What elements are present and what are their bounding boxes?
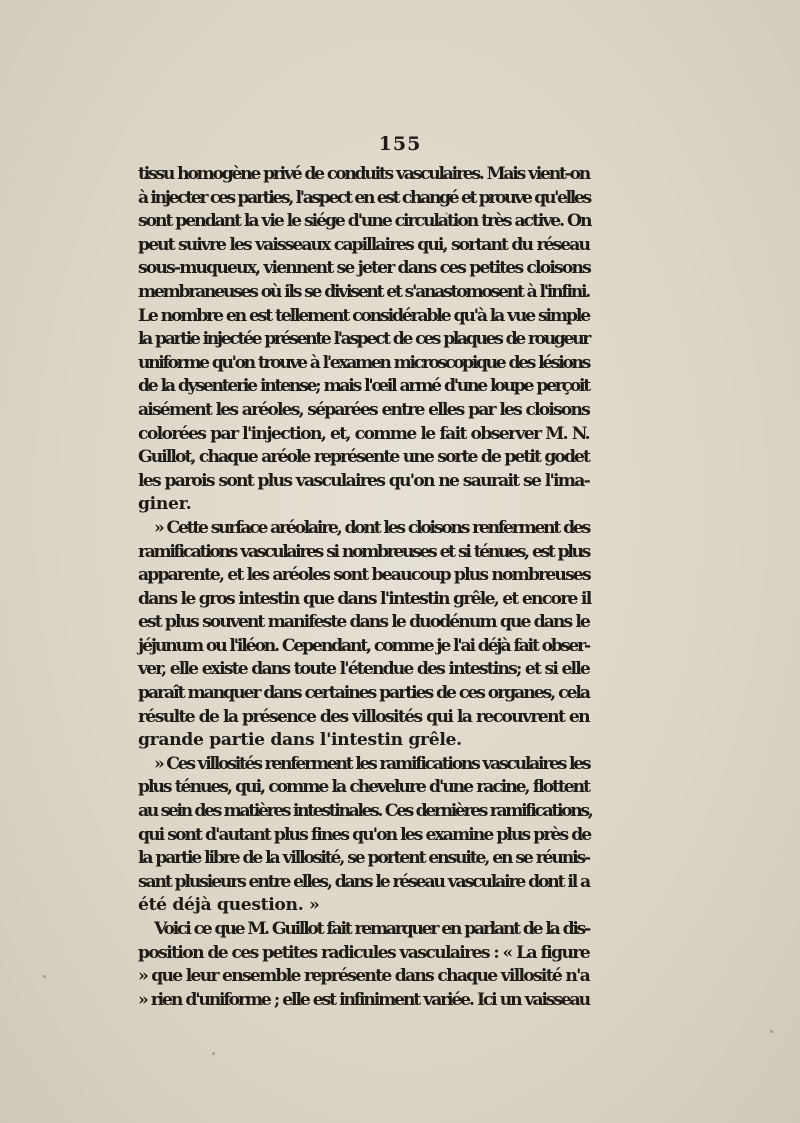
text-line: ver, elle existe dans toute l'étendue des intestins; et si elle: [138, 659, 589, 680]
text-line: grande partie dans l'intestin grêle.: [138, 730, 462, 751]
text-line: les parois sont plus vasculaires qu'on ne saurait se l'ima-: [138, 470, 589, 491]
text-line: Voici ce que M. Guillot fait remarquer en parlant de la dis-: [154, 919, 589, 939]
paper-speck: [770, 1030, 773, 1033]
text-line: au sein des matières intestinales. Ces dernières ramifications,: [138, 801, 592, 822]
text-line: été déjà question. »: [138, 895, 320, 916]
text-line: peut suivre les vaisseaux capillaires qui, sortant du réseau: [138, 234, 589, 255]
text-line: Le nombre en est tellement considérable qu'à la vue simple: [138, 305, 589, 326]
text-line: paraît manquer dans certaines parties de ces organes, cela: [138, 683, 589, 704]
text-line: à injecter ces parties, l'aspect en est changé et prouve qu'elles: [138, 187, 590, 208]
text-line: la partie injectée présente l'aspect de ces plaques de rougeur: [138, 329, 589, 350]
text-line: membraneuses où ils se divisent et s'anastomosent à l'infini.: [138, 281, 589, 302]
text-line: Guillot, chaque aréole représente une sorte de petit godet: [138, 447, 589, 468]
text-line: » Ces villosités renferment les ramifications vasculaires les: [154, 753, 590, 774]
text-line: position de ces petites radicules vasculaires : « La figure: [138, 942, 589, 963]
text-line: jéjunum ou l'iléon. Cependant, comme je l'ai déjà fait obser-: [138, 635, 589, 656]
text-line: » que leur ensemble représente dans chaque villosité n'a: [138, 966, 589, 987]
paper-speck: [212, 1052, 215, 1055]
text-line: apparente, et les aréoles sont beaucoup plus nombreuses: [138, 565, 590, 586]
text-line: sous-muqueux, viennent se jeter dans ces petites cloisons: [138, 258, 590, 279]
page-number: 155: [378, 133, 422, 155]
text-line: » Cette surface aréolaire, dont les cloisons renferment des: [154, 517, 589, 538]
text-line: sant plusieurs entre elles, dans le réseau vasculaire dont il a: [138, 871, 589, 892]
body-text: [138, 163, 592, 1012]
text-line: plus ténues, qui, comme la chevelure d'une racine, flottent: [138, 777, 589, 798]
text-line: giner.: [138, 494, 192, 515]
text-line: qui sont d'autant plus fines qu'on les examine plus près de: [138, 824, 591, 845]
paper-speck: [43, 975, 46, 978]
text-line: dans le gros intestin que dans l'intestin grêle, et encore il: [138, 588, 591, 609]
text-line: la partie libre de la villosité, se portent ensuite, en se réunis-: [138, 848, 589, 869]
text-line: résulte de la présence des villosités qui la recouvrent en: [138, 706, 589, 727]
text-line: uniforme qu'on trouve à l'examen microscopique des lésions: [138, 352, 589, 373]
text-line: ramifications vasculaires si nombreuses et si ténues, est plus: [138, 541, 589, 562]
text-line: colorées par l'injection, et, comme le fait observer M. N.: [138, 423, 589, 444]
text-line: de la dysenterie intense; mais l'œil armé d'une loupe perçoit: [138, 376, 589, 397]
text-line: » rien d'uniforme ; elle est infiniment variée. Ici un vaisseau: [138, 989, 589, 1010]
paper-speck: [445, 212, 448, 215]
text-line: est plus souvent manifeste dans le duodénum que dans le: [138, 612, 589, 633]
text-line: sont pendant la vie le siége d'une circulation très active. On: [138, 211, 591, 232]
text-line: aisément les aréoles, séparées entre elles par les cloisons: [138, 399, 589, 420]
text-line: tissu homogène privé de conduits vasculaires. Mais vient-on: [138, 164, 589, 184]
